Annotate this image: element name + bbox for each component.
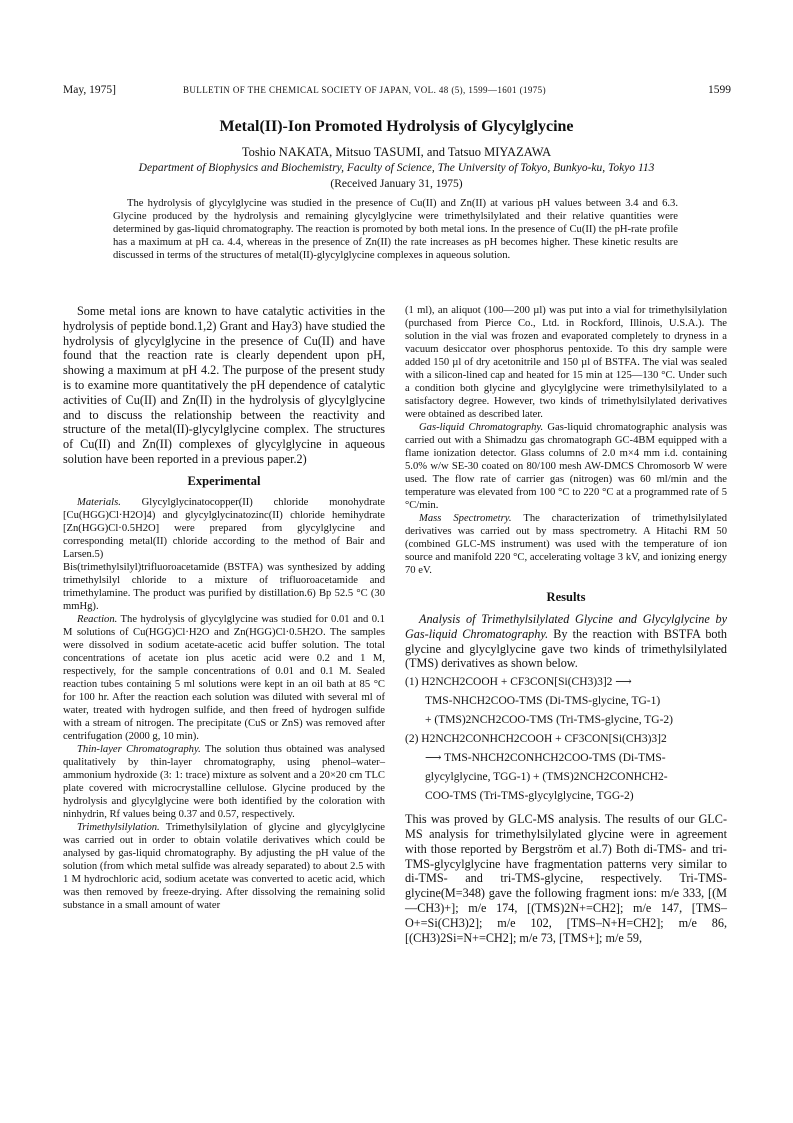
trimethylsilylation-paragraph [63,821,385,912]
issue-date: May, 1975] [63,84,116,96]
reaction-equations [405,673,727,806]
results-heading: Analysis of Trimethylsilylated Glycine and Glycylglycine by Gas-liquid Chromatography. [405,612,727,641]
running-header [63,84,731,100]
equation-1-line-3: + (TMS)2NCH2COO-TMS (Tri-TMS-glycine, TG-2) [425,714,673,727]
results-paragraph [405,612,727,671]
equation-2-line-2: ⟶ TMS-NHCH2CONHCH2COO-TMS (Di-TMS- [425,752,666,765]
glc-heading: Gas-liquid Chromatography. [419,422,544,433]
tlc-text: The solution thus obtained was analysed qualitatively by thin-layer chromatography, using phenol–water–ammonium hydroxide (3: 1: trace) mixture as solvent and a 20×20 cm TLC plate covered with microcrystalline cellulose. Glycine produced by the hydrolysis and glycylglycine were both identified by the coloration with ninhydrin, Rf values being 0.37 and 0.57, respectively. [63,743,385,820]
abstract: The hydrolysis of glycylglycine was studied in the presence of Cu(II) and Zn(II) at various pH values between 3.4 and 6.3. Glycine produced by the hydrolysis and remaining glycylglycine were trimethylsilylated and their relative quantities were determined by gas-liquid chromatography. The reaction is promoted by both metal ions. In the presence of Cu(II) the pH-rate profile has a maximum at pH ca. 4.4, whereas in the presence of Zn(II) the rate increases as pH becomes higher. These kinetic results are discussed in terms of the structures of metal(II)-glycylglycine complexes in aqueous solution. [113,198,678,261]
reaction-heading: Reaction. [77,613,118,625]
equation-2-line-3: glycylglycine, TGG-1) + (TMS)2NCH2CONHCH2- [425,771,668,784]
equation-1-line-2: TMS-NHCH2COO-TMS (Di-TMS-glycine, TG-1) [425,695,661,708]
trimethylsilylation-heading: Trimethylsilylation. [77,821,160,833]
equation-2-line-1: (2) H2NCH2CONHCH2COOH + CF3CON[Si(CH3)3]2 [405,733,667,746]
ms-paragraph [405,512,727,577]
section-heading-results: Results [546,590,586,604]
journal-citation: BULLETIN OF THE CHEMICAL SOCIETY OF JAPAN, VOL. 48 (5), 1599—1601 (1975) [183,85,546,95]
tlc-paragraph [63,743,385,821]
materials-text: Glycylglycinatocopper(II) chloride monohydrate [Cu(HGG)Cl·H2O]4) and glycylglycinatozinc(II) chloride hemihydrate [Zn(HGG)Cl·0.5H2O] were prepared from glycylglycine and corresponding metal(II) chloride according to the method of Bair and Larsen.5) [63,496,385,560]
affiliation: Department of Biophysics and Biochemistry, Faculty of Science, The University of Tokyo, Bunkyo-ku, Tokyo 113 [138,162,655,174]
received-date: (Received January 31, 1975) [330,178,463,190]
bstfa-paragraph: Bis(trimethylsilyl)trifluoroacetamide (BSTFA) was synthesized by adding trimethylsilyl chloride to a mixture of trifluoroacetamide and trimethylamine. The product was purified by distillation.6) Bp 52.5 °C (30 mmHg). [63,561,385,612]
page-number: 1599 [708,84,731,96]
glc-ms-paragraph: This was proved by GLC-MS analysis. The results of our GLC-MS analysis for trimethylsilylated glycine were in agreement with those reported by Bergström et al.7) Both di-TMS- and tri-TMS-glycylglycine have fragmentation patterns very similar to di-TMS- and tri-TMS-glycine, respectively. Tri-TMS-glycine(M=348) gave the following fragment ions: m/e 333, [(M—CH3)+]; m/e 174, [(TMS)2N+=CH2]; m/e 147, [TMS–O+=Si(CH3)2]; m/e 102, [TMS–N+H=CH2]; m/e 86, [(CH3)2Si=N+=CH2]; m/e 73, [TMS+]; m/e 59, [405,812,727,945]
right-column [405,304,727,945]
tlc-heading: Thin-layer Chromatography. [77,743,201,755]
author-list: Toshio NAKATA, Mitsuo TASUMI, and Tatsuo MIYAZAWA [241,145,552,159]
equation-1-line-1: (1) H2NCH2COOH + CF3CON[Si(CH3)3]2 ⟶ [405,676,632,689]
materials-heading: Materials. [77,496,121,508]
equation-2-line-4: COO-TMS (Tri-TMS-glycylglycine, TGG-2) [425,790,634,803]
trimethylsilylation-text: Trimethylsilylation of glycine and glycylglycine was carried out in order to obtain volatile derivatives which could be analysed by gas-liquid chromatography. By adjusting the pH value of the solution (from which metal sulfide was already separated) to about 2.5 with 1 M hydrochloric acid, sodium acetate was converted to acetic acid, which was then removed by freeze-drying. After dissolving the remaining solid substance in a small amount of water [63,821,385,911]
ms-heading: Mass Spectrometry. [419,513,512,524]
left-column [63,304,385,912]
reaction-text: The hydrolysis of glycylglycine was studied for 0.01 and 0.1 M solutions of Cu(HGG)Cl·H2O and Zn(HGG)Cl·0.5H2O. The samples were dissolved in sodium acetate-acetic acid buffer solution. The total concentrations of acetate ion plus acetic acid were 0.2 and 1 M, respectively, for the sample concentrations of 0.01 and 0.1 M. Sealed reaction tubes containing 5 ml solutions were kept in an oil bath at 85 °C for 100 hr. After the reaction each solution was diluted with several ml of water, treated with hydrogen sulfide, and then freed of hydrogen sulfide with a stream of nitrogen. The precipitate (CuS or ZnS) was removed after centrifugation (2000 g, 10 min). [63,613,385,742]
section-heading-experimental: Experimental [187,473,261,488]
article-title: Metal(II)-Ion Promoted Hydrolysis of Glycylglycine [219,118,574,135]
trimethylsilylation-continued: (1 ml), an aliquot (100—200 µl) was put into a vial for trimethylsilylation (purchased from Pierce Co., Ltd. in Rockford, Illinois, U.S.A.). The solution in the vial was frozen and evaporated completely to dryness in a vacuum desiccator over phosphorus pentoxide. To this dry sample were added 150 µl of dry acetonitrile and 150 µl of BSTFA. The vial was sealed with a silicon-lined cap and heated for 15 min at 125—130 °C. Under such a condition both glycine and glycylglycine were trimethylsilylated to a satisfactory degree. However, two kinds of trimethylsilylated derivatives were obtained as described later. [405,305,727,420]
glc-paragraph [405,421,727,512]
reaction-paragraph [63,613,385,743]
results-text: By the reaction with BSTFA both glycine and glycylglycine gave two kinds of trimethylsilylated (TMS) derivatives as shown below. [405,626,728,671]
materials-paragraph [63,496,385,561]
introduction-paragraph: Some metal ions are known to have catalytic activities in the hydrolysis of peptide bond.1,2) Grant and Hay3) have studied the hydrolysis of glycylglycine in the presence of Cu(II) and have found that the reaction rate is clearly dependent upon pH, showing a maximum at pH 4.2. The purpose of the present study is to examine more quantitatively the pH dependence of catalytic activities of Cu(II) and Zn(II) in the hydrolysis of glycylglycine and to discuss the relationship between the reactivity and structure of the metal(II)-glycylglycine complex. The structures of Cu(II) and Zn(II) complexes of glycylglycine in aqueous solution have been reported in a previous paper.2) [63,304,385,466]
glc-text: Gas-liquid chromatographic analysis was carried out with a Shimadzu gas chromatograph GC-4BM equipped with a flame ionization detector. Glass columns of 2.0 m×4 mm i.d. containing 5.0% w/w SE-30 coated on 80/100 mesh AW-DMCS Chromosorb W were used. The flow rate of carrier gas (nitrogen) was 60 ml/min and the temperature was elevated from 100 °C to 220 °C at a programmed rate of 5 °C/min. [405,422,727,511]
ms-text: The characterization of trimethylsilylated derivatives was carried out by mass spectrometry. A Hitachi RM 50 (combined GLC-MS instrument) was used with the temperature of ion source and manifold 220 °C, accelerating voltage 3 kV, and ionizing energy 70 eV. [405,513,727,576]
